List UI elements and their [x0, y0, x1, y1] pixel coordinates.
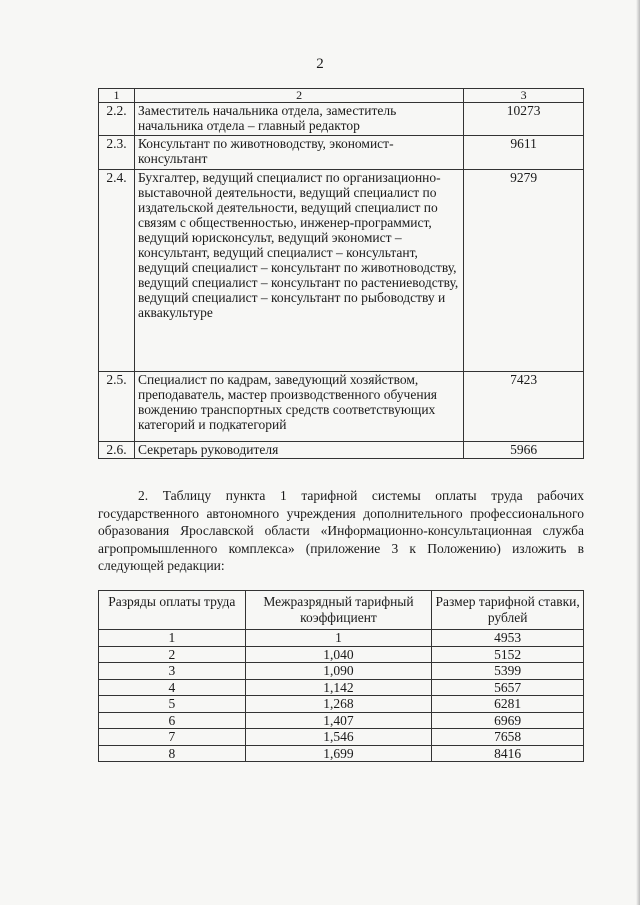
table-row [99, 646, 584, 663]
table-header-row [99, 591, 584, 630]
salary-value: 9611 [464, 136, 584, 170]
header-cell: Размер тарифной ставки, рублей [432, 591, 584, 630]
positions-salary-table [98, 88, 584, 459]
coefficient-cell: 1,090 [245, 663, 432, 680]
rate-cell: 5399 [432, 663, 584, 680]
position-text: Заместитель начальника отдела, заместитель начальника отдела – главный редактор [134, 103, 463, 136]
header-cell: 1 [99, 89, 135, 103]
grade-cell: 2 [99, 646, 246, 663]
scan-edge-shadow [636, 0, 640, 905]
row-number: 2.6. [99, 442, 135, 459]
salary-value: 5966 [464, 442, 584, 459]
coefficient-cell: 1 [245, 630, 432, 647]
coefficient-cell: 1,142 [245, 679, 432, 696]
rate-cell: 5152 [432, 646, 584, 663]
table-row [99, 442, 584, 459]
position-text: Секретарь руководителя [134, 442, 463, 459]
rate-cell: 6969 [432, 712, 584, 729]
table-row [99, 103, 584, 136]
grade-cell: 7 [99, 729, 246, 746]
grade-cell: 5 [99, 696, 246, 713]
tariff-rates-table [98, 590, 584, 762]
grade-cell: 6 [99, 712, 246, 729]
table-row [99, 136, 584, 170]
grade-cell: 3 [99, 663, 246, 680]
coefficient-cell: 1,040 [245, 646, 432, 663]
header-cell: Межразрядный тарифный коэффициент [245, 591, 432, 630]
table-row [99, 696, 584, 713]
table-row [99, 170, 584, 372]
header-cell: 2 [134, 89, 463, 103]
rate-cell: 5657 [432, 679, 584, 696]
row-number: 2.5. [99, 372, 135, 442]
table-row [99, 372, 584, 442]
amendment-paragraph: 2. Таблицу пункта 1 тарифной системы оплаты труда рабочих государственного автономного учреждения дополнительного профессионального образования Ярославской области «Информационно-консультационная служба агропромышленного комплекса» (приложение 3 к Положению) изложить в следующей редакции: [98, 488, 584, 573]
position-text: Консультант по животноводству, экономист-консультант [134, 136, 463, 170]
coefficient-cell: 1,407 [245, 712, 432, 729]
grade-cell: 8 [99, 745, 246, 762]
row-number: 2.3. [99, 136, 135, 170]
table-row [99, 663, 584, 680]
table-row [99, 712, 584, 729]
table-row [99, 745, 584, 762]
rate-cell: 4953 [432, 630, 584, 647]
position-text: Бухгалтер, ведущий специалист по организационно-выставочной деятельности, ведущий специалист по издательской деятельности, ведущий специалист по связям с общественностью, инженер-программист, ведущий юрисконсульт, ведущий экономист – консультант, ведущий специалист – консультант, ведущий специалист – консультант по животноводству, ведущий специалист – консультант по растениеводству, ведущий специалист – консультант по рыбоводству и аквакультуре [134, 170, 463, 372]
table-row [99, 679, 584, 696]
position-text: Специалист по кадрам, заведующий хозяйством, преподаватель, мастер производственного обучения вождению транспортных средств соответствующих категорий и подкатегорий [134, 372, 463, 442]
grade-cell: 4 [99, 679, 246, 696]
salary-value: 9279 [464, 170, 584, 372]
table-row [99, 729, 584, 746]
coefficient-cell: 1,268 [245, 696, 432, 713]
table-header-row [99, 89, 584, 103]
table-row [99, 630, 584, 647]
header-cell: 3 [464, 89, 584, 103]
salary-value: 7423 [464, 372, 584, 442]
grade-cell: 1 [99, 630, 246, 647]
coefficient-cell: 1,546 [245, 729, 432, 746]
rate-cell: 8416 [432, 745, 584, 762]
rate-cell: 7658 [432, 729, 584, 746]
row-number: 2.2. [99, 103, 135, 136]
rate-cell: 6281 [432, 696, 584, 713]
coefficient-cell: 1,699 [245, 745, 432, 762]
header-cell: Разряды оплаты труда [99, 591, 246, 630]
page-number: 2 [316, 56, 324, 72]
row-number: 2.4. [99, 170, 135, 372]
salary-value: 10273 [464, 103, 584, 136]
